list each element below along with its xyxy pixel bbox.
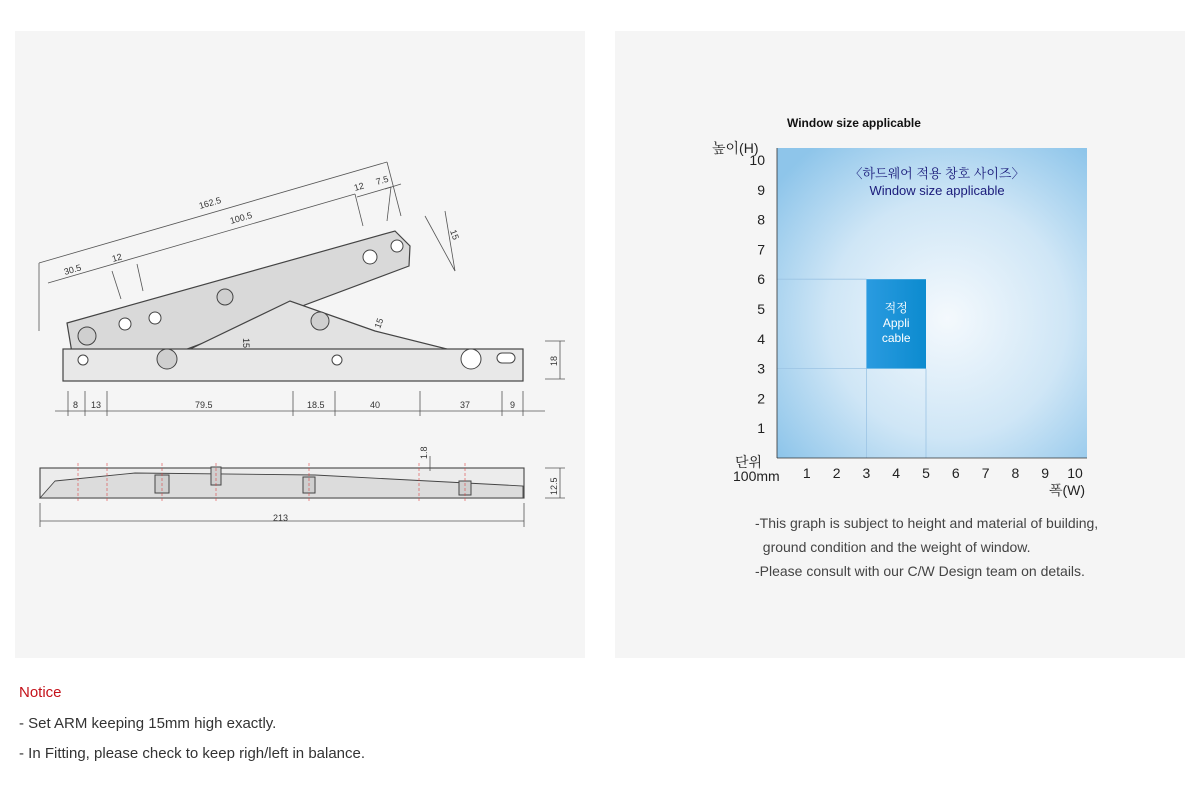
- window-size-graph: [615, 31, 1185, 498]
- dim-1-8: 1.8: [419, 446, 429, 459]
- unit-label: 단위: [735, 454, 763, 470]
- dim-15-arm-right: 15: [372, 316, 386, 330]
- x-tick-label: 1: [802, 465, 811, 481]
- x-tick-label: 9: [1041, 465, 1050, 481]
- dim-18-5: 18.5: [307, 400, 325, 410]
- inner-title-en: Window size applicable: [869, 183, 1005, 198]
- x-tick-label: 6: [951, 465, 960, 481]
- y-tick-label: 5: [757, 301, 765, 317]
- note-line-1: -This graph is subject to height and material of building,: [755, 515, 1099, 531]
- x-tick-label: 5: [922, 465, 930, 481]
- hinge-side-view: [40, 467, 524, 498]
- note-line-3: -Please consult with our C/W Design team on details.: [755, 563, 1085, 579]
- notice-title: Notice: [19, 684, 62, 701]
- dim-8: 8: [73, 400, 79, 410]
- y-tick-label: 8: [757, 211, 765, 228]
- x-tick-label: 7: [981, 465, 990, 481]
- dim-12-left: 12: [110, 251, 124, 264]
- dim-30-5: 30.5: [62, 262, 83, 277]
- dim-15-top: 15: [448, 228, 461, 242]
- y-ticks: [749, 152, 765, 436]
- notice-section: [19, 684, 365, 769]
- dim-9: 9: [510, 400, 516, 410]
- graph-notes: [755, 511, 1098, 583]
- y-tick-label: 10: [749, 152, 765, 168]
- dim-37: 37: [460, 400, 471, 410]
- x-tick-label: 4: [892, 465, 901, 481]
- x-tick-label: 3: [862, 465, 871, 481]
- note-line-2: ground condition and the weight of window.: [755, 539, 1031, 555]
- x-axis-label: 폭(W): [1049, 482, 1086, 498]
- dim-100-5: 100.5: [228, 210, 254, 226]
- dim-12-5: 12.5: [549, 477, 559, 495]
- x-ticks: [803, 465, 1083, 481]
- dim-18: 18: [549, 355, 559, 366]
- graph-panel: [615, 31, 1185, 658]
- graph-title: Window size applicable: [787, 116, 921, 130]
- dim-7-5: 7.5: [374, 173, 390, 187]
- x-tick-label: 2: [832, 465, 841, 481]
- x-tick-label: 10: [1067, 465, 1083, 481]
- dim-213: 213: [273, 513, 289, 523]
- y-tick-label: 7: [757, 241, 765, 258]
- dim-12-top: 12: [352, 180, 366, 193]
- notice-line-2: - In Fitting, please check to keep righ/left in balance.: [19, 745, 366, 762]
- y-tick-label: 1: [757, 420, 765, 437]
- dim-13: 13: [91, 400, 102, 410]
- x-tick-label: 8: [1011, 465, 1020, 481]
- box-label-cable: cable: [881, 330, 911, 345]
- inner-title-kr: 〈하드웨어 적용 창호 사이즈〉: [849, 166, 1025, 181]
- dim-15-arm-left: 15: [241, 338, 251, 349]
- hinge-arm: [63, 231, 523, 381]
- dim-79-5: 79.5: [195, 400, 213, 410]
- box-label-kr: 적정: [884, 300, 908, 315]
- y-tick-label: 2: [757, 390, 765, 407]
- y-tick-label: 4: [757, 330, 765, 347]
- y-tick-label: 9: [757, 181, 765, 198]
- y-tick-label: 3: [757, 360, 765, 377]
- y-tick-label: 6: [757, 271, 765, 288]
- unit-value: 100mm: [733, 468, 780, 484]
- notice-line-1: - Set ARM keeping 15mm high exactly.: [19, 715, 277, 732]
- y-axis-label: 높이(H): [712, 140, 759, 156]
- dim-40: 40: [370, 400, 381, 410]
- dim-162-5: 162.5: [197, 195, 223, 211]
- hinge-drawing: [15, 31, 585, 658]
- box-label-appli: Appli: [882, 315, 910, 330]
- technical-drawing-panel: [15, 31, 585, 658]
